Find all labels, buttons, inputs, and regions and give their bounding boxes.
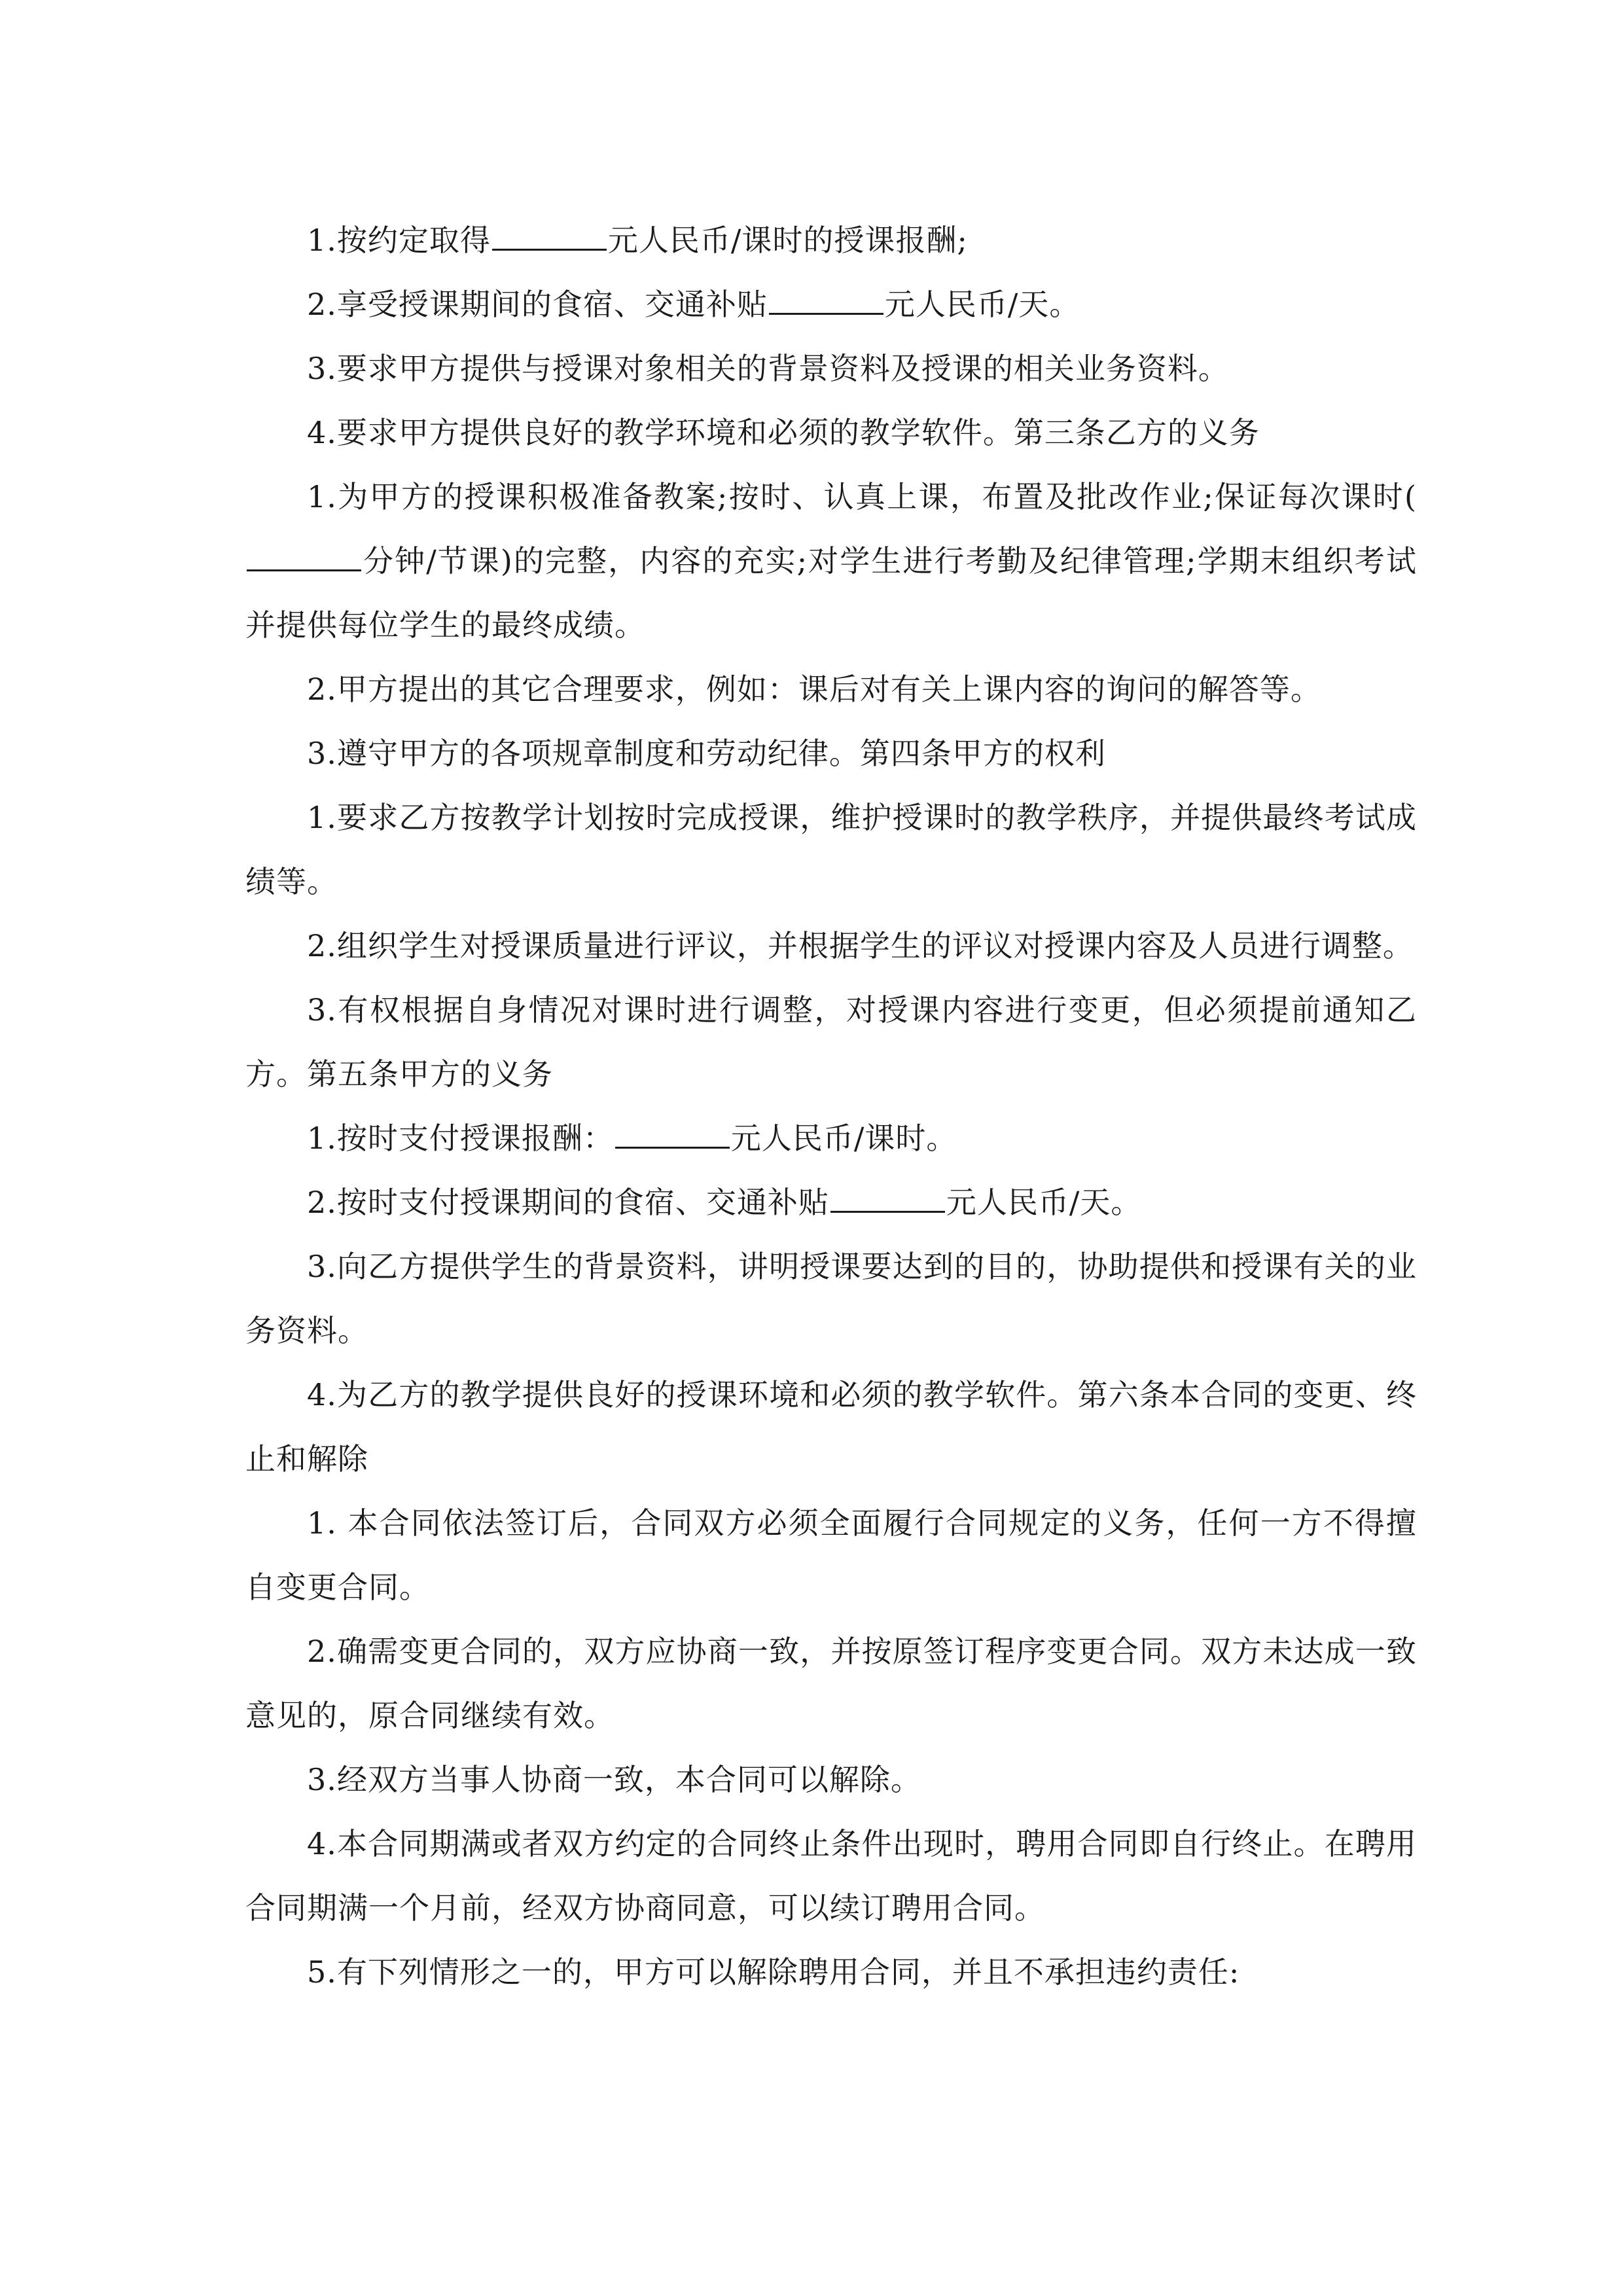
paragraph: 1.按约定取得 元人民币/课时的授课报酬;	[245, 208, 1417, 272]
fill-blank	[492, 219, 607, 251]
paragraph: 1.为甲方的授课积极准备教案;按时、认真上课，布置及批改作业;保证每次课时(分钟/节课)的完整，内容的充实;对学生进行考勤及纪律管理;学期末组织考试并提供每位学生的最终成绩。	[245, 479, 1417, 643]
paragraph: 3.遵守甲方的各项规章制度和劳动纪律。第四条甲方的权利	[307, 736, 1106, 771]
fill-blank	[615, 1117, 730, 1149]
fill-blank	[830, 1181, 945, 1213]
fill-blank	[247, 539, 361, 571]
paragraph: 5.有下列情形之一的，甲方可以解除聘用合同，并且不承担违约责任:	[307, 1954, 1240, 1990]
paragraph: 3.经双方当事人协商一致，本合同可以解除。	[307, 1762, 921, 1797]
paragraph: 1. 本合同依法签订后，合同双方必须全面履行合同规定的义务，任何一方不得擅自变更合同。	[245, 1505, 1417, 1605]
paragraph: 3.要求甲方提供与授课对象相关的背景资料及授课的相关业务资料。	[307, 351, 1229, 386]
fill-blank	[769, 283, 883, 315]
paragraph: 4.要求甲方提供良好的教学环境和必须的教学软件。第三条乙方的义务	[307, 415, 1260, 450]
paragraph: 1.要求乙方按教学计划按时完成授课，维护授课时的教学秩序，并提供最终考试成绩等。	[245, 800, 1417, 899]
paragraph: 1.按时支付授课报酬： 元人民币/课时。	[245, 1106, 1417, 1170]
paragraph: 2.按时支付授课期间的食宿、交通补贴 元人民币/天。	[245, 1170, 1417, 1234]
paragraph: 3.有权根据自身情况对课时进行调整，对授课内容进行变更，但必须提前通知乙方。第五条甲方的义务	[245, 992, 1417, 1092]
paragraph: 4.本合同期满或者双方约定的合同终止条件出现时，聘用合同即自行终止。在聘用合同期满一个月前，经双方协商同意，可以续订聘用合同。	[245, 1826, 1417, 1926]
paragraph: 2.甲方提出的其它合理要求，例如：课后对有关上课内容的询问的解答等。	[307, 672, 1321, 707]
document-body	[245, 208, 1417, 2004]
paragraph: 2.组织学生对授课质量进行评议，并根据学生的评议对授课内容及人员进行调整。	[307, 928, 1414, 963]
paragraph: 4.为乙方的教学提供良好的授课环境和必须的教学软件。第六条本合同的变更、终止和解除	[245, 1377, 1417, 1477]
paragraph: 2.确需变更合同的，双方应协商一致，并按原签订程序变更合同。双方未达成一致意见的，原合同继续有效。	[245, 1634, 1417, 1733]
paragraph: 2.享受授课期间的食宿、交通补贴 元人民币/天。	[245, 272, 1417, 336]
paragraph: 3.向乙方提供学生的背景资料，讲明授课要达到的目的，协助提供和授课有关的业务资料。	[245, 1249, 1417, 1348]
